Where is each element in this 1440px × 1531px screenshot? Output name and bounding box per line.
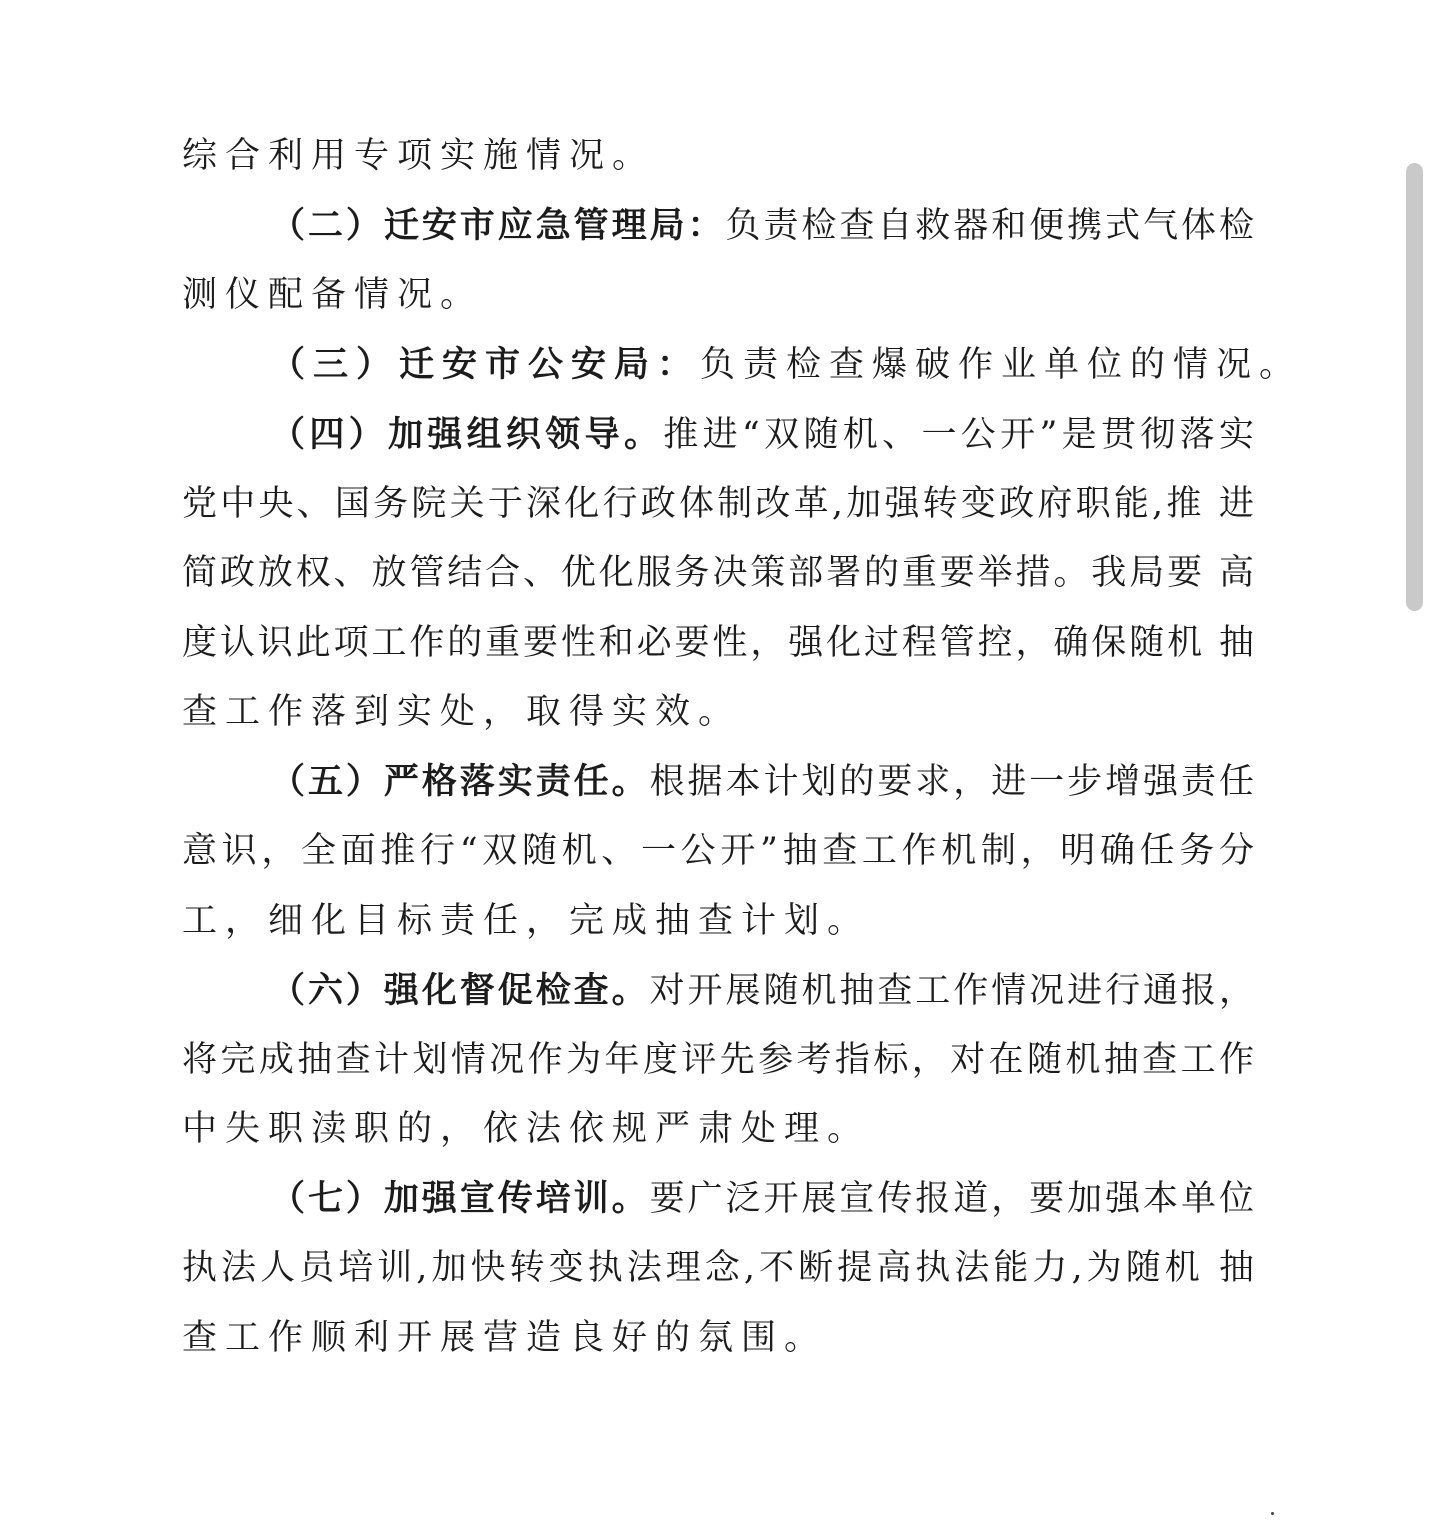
paragraph-2-heading: （二）迁安市应急管理局： [270, 205, 726, 246]
paragraph-7-line-3 [182, 1304, 1254, 1374]
paragraph-2-text: 测仪配备情况。 [182, 275, 484, 315]
paragraph-6-text: 中失职渎职的，依法依规严肃处理。 [182, 1109, 871, 1149]
paragraph-4-text: 党中央、国务院关于深化行政体制改革,加强转变政府职能,推 进 [182, 483, 1258, 524]
paragraph-6-line-1 [182, 956, 1257, 1026]
continuation-line [182, 122, 1254, 192]
paragraph-4-text: 简政放权、放管结合、优化服务决策部署的重要举措。我局要 高 [182, 553, 1257, 593]
paragraph-6-text: 对开展随机抽查工作情况进行通报， [649, 970, 1257, 1011]
paragraph-5-heading: （五）严格落实责任。 [270, 761, 650, 802]
paragraph-6-line-3 [182, 1095, 1254, 1165]
paragraph-5-text: 意识，全面推行“双随机、一公开”抽查工作机制，明确任务分 [182, 831, 1259, 871]
paragraph-2-line-1 [182, 192, 1257, 262]
paragraph-7-text: 要广泛开展宣传报道，要加强本单位 [649, 1179, 1257, 1219]
paragraph-3-line-1 [182, 331, 1303, 401]
paragraph-7-heading: （七）加强宣传培训。 [270, 1178, 650, 1219]
paragraph-6-heading: （六）强化督促检查。 [270, 969, 650, 1011]
paragraph-4-heading: （四）加强组织领导。 [270, 413, 664, 455]
paragraph-3-text: 负责检查爆破作业单位的情况。 [700, 345, 1303, 385]
paragraph-7-text: 执法人员培训,加快转变执法理念,不断提高执法能力,为随机 抽 [182, 1248, 1259, 1288]
paragraph-4-text: 度认识此项工作的重要性和必要性，强化过程管控，确保随机 抽 [182, 622, 1257, 663]
paragraph-5-text: 根据本计划的要求，进一步增强责任 [649, 762, 1257, 802]
speck-mark [1271, 1512, 1274, 1515]
paragraph-4-text: 查工作落到实处，取得实效。 [182, 692, 742, 732]
paragraph-7-line-1 [182, 1165, 1257, 1235]
continuation-text: 综合利用专项实施情况。 [182, 136, 656, 176]
paragraph-6-text: 将完成抽查计划情况作为年度评先参考指标，对在随机抽查工作 [182, 1039, 1258, 1080]
paragraph-2-line-2 [182, 261, 1254, 331]
paragraph-4-line-1 [182, 400, 1259, 470]
paragraph-4-line-2 [182, 470, 1258, 540]
paragraph-7-line-2 [182, 1234, 1259, 1304]
vertical-scrollbar[interactable] [1406, 163, 1423, 611]
paragraph-7-text: 查工作顺利开展营造良好的氛围。 [182, 1317, 828, 1358]
paragraph-2-text: 负责检查自救器和便携式气体检 [725, 206, 1257, 246]
paragraph-4-line-3 [182, 539, 1257, 609]
paragraph-4-line-4 [182, 609, 1257, 679]
paragraph-5-text: 工，细化目标责任，完成抽查计划。 [182, 900, 871, 941]
paragraph-5-line-1 [182, 748, 1257, 818]
paragraph-4-text: 推进“双随机、一公开”是贯彻落实 [663, 414, 1259, 455]
paragraph-6-line-2 [182, 1026, 1258, 1096]
paragraph-4-line-5 [182, 678, 1254, 748]
paragraph-5-line-3 [182, 887, 1254, 957]
paragraph-3-heading: （三）迁安市公安局： [270, 344, 701, 385]
paragraph-5-line-2 [182, 817, 1259, 887]
document-body [182, 122, 1303, 1373]
